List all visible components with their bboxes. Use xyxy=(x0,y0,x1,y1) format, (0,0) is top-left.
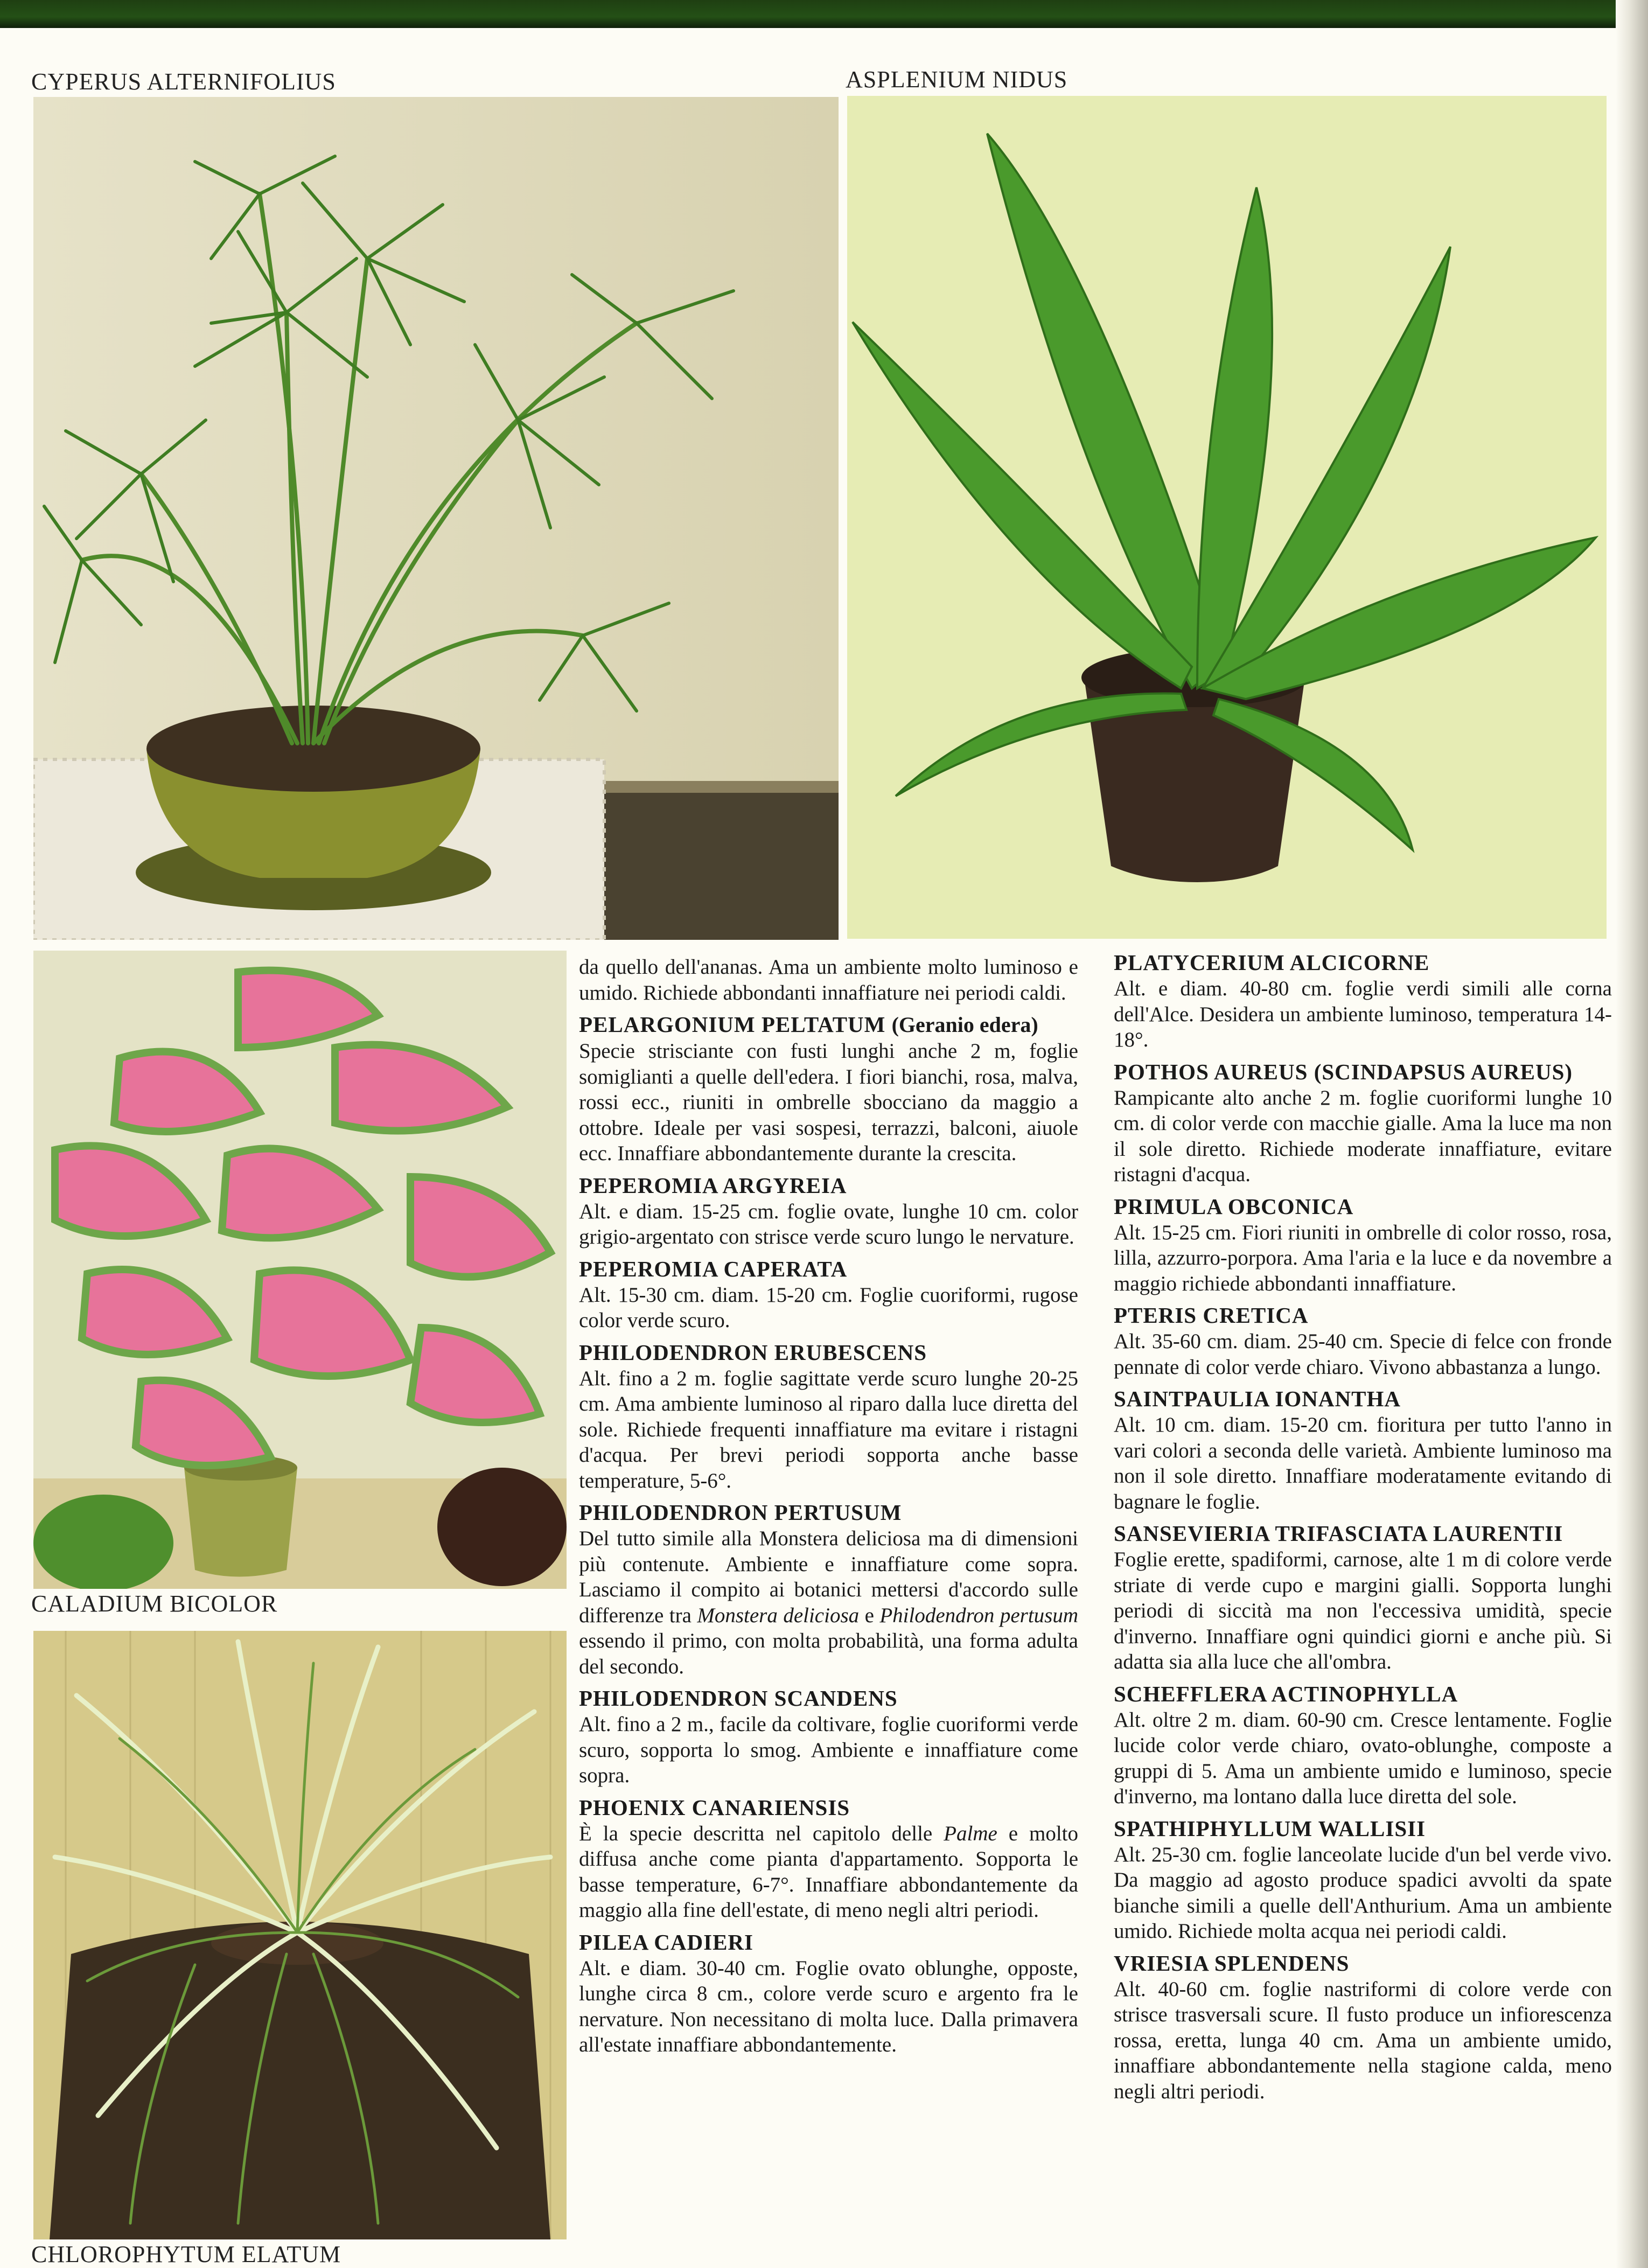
entry-title: PELARGONIUM PELTATUM (Geranio edera) xyxy=(579,1012,1038,1037)
photo-caladium-bicolor xyxy=(33,951,567,1589)
entry-text: Alt. 15-25 cm. Fiori riuniti in ombrelle di color rosso, rosa, lilla, azzurro-porpora. Ama l'aria e la luce e da novembre a maggio richiede abbondanti innaffiature. xyxy=(1114,1220,1612,1295)
photo-asplenium-nidus xyxy=(847,96,1607,939)
chlorophytum-illustration xyxy=(33,1631,567,2239)
entry-title: SPATHIPHYLLUM WALLISII xyxy=(1114,1816,1426,1841)
caption-asplenium: ASPLENIUM NIDUS xyxy=(846,66,1068,93)
caladium-illustration xyxy=(33,951,567,1589)
entry-text: Foglie erette, spadiformi, carnose, alte 1 m di colore verde striate di verde cupo e margini gialli. Sopporta lunghi periodi di siccità ma non l'eccessiva umidità, specie d'inverno. Innaffiare ogni quindici giorni e anche più. Si adatta sia alla luce che all'ombra. xyxy=(1114,1548,1612,1673)
entry-title: PHILODENDRON SCANDENS xyxy=(579,1686,898,1711)
entry-text: Alt. e diam. 30-40 cm. Foglie ovato oblunghe, opposte, lunghe circa 8 cm., colore verde scuro e argento fra le nervature. Non necessitano di molta luce. Dalla primavera all'estate innaffiare abbondantemente. xyxy=(579,1956,1078,2056)
entry-text: Rampicante alto anche 2 m. foglie cuoriformi lunghe 10 cm. di color verde con macchie gialle. Ama la luce ma non il sole diretto. Richiede moderate innaffiature, evitare ristagni d'acqua. xyxy=(1114,1086,1612,1186)
photo-chlorophytum-elatum xyxy=(33,1631,567,2239)
entry-text: Alt. fino a 2 m., facile da coltivare, foglie cuoriformi verde scuro, sopporta lo smog. Ambiente e innaffiature come sopra. xyxy=(579,1713,1078,1787)
entry-title: PHILODENDRON PERTUSUM xyxy=(579,1500,902,1525)
text-column-1 xyxy=(579,954,1078,2063)
entry-text: Alt. fino a 2 m. foglie sagittate verde scuro lunghe 20-25 cm. Ama ambiente luminoso al riparo dalla luce diretta del sole. Richiede frequenti innaffiature ma evitare i ristagni d'acqua. Per brevi periodi sopporta anche basse temperature, 5-6°. xyxy=(579,1366,1078,1492)
entry-title: PHILODENDRON ERUBESCENS xyxy=(579,1339,927,1365)
entry-text: Alt. e diam. 15-25 cm. foglie ovate, lunghe 10 cm. color grigio-argentato con strisce verde scuro lungo le nervature. xyxy=(579,1199,1078,1248)
entry-text: Alt. 25-30 cm. foglie lanceolate lucide d'un bel verde vivo. Da maggio ad agosto produce spadici avvolti da spate bianche simili a quelle dell'Anthurium. Ama un ambiente umido. Richiede molta acqua nei periodi caldi. xyxy=(1114,1843,1612,1943)
entry-text: Alt. 40-60 cm. foglie nastriformi di colore verde con strisce trasversali scure. Il fusto produce un infiorescenza rossa, eretta, lunga 40 cm. Ama un ambiente umido, innaffiare abbondantemente nella stagione calda, meno negli altri periodi. xyxy=(1114,1977,1612,2103)
entry-text: Alt. e diam. 40-80 cm. foglie verdi simili alle corna dell'Alce. Desidera un ambiente luminoso, temperatura 14-18°. xyxy=(1114,977,1612,1051)
entry-text: Alt. 15-30 cm. diam. 15-20 cm. Foglie cuoriformi, rugose color verde scuro. xyxy=(579,1283,1078,1332)
top-color-band xyxy=(0,0,1648,28)
entry-title: PLATYCERIUM ALCICORNE xyxy=(1114,950,1430,975)
cyperus-illustration xyxy=(33,97,839,940)
entry-title: PRIMULA OBCONICA xyxy=(1114,1194,1354,1219)
asplenium-illustration xyxy=(847,96,1607,939)
entry-title: SAINTPAULIA IONANTHA xyxy=(1114,1386,1401,1411)
page-spine-shadow xyxy=(1616,0,1648,2268)
entry-title: PEPEROMIA ARGYREIA xyxy=(579,1173,847,1198)
photo-cyperus-alternifolius xyxy=(33,97,839,940)
entry-title: VRIESIA SPLENDENS xyxy=(1114,1950,1350,1976)
caption-chlorophytum: CHLOROPHYTUM ELATUM xyxy=(31,2241,341,2267)
entry-title: PILEA CADIERI xyxy=(579,1929,753,1955)
entry-text: Del tutto simile alla Monstera deliciosa ma di dimensioni più contenute. Ambiente e innaffiature come sopra. Lasciamo il compito ai botanici mettersi d'accordo sulle differenze tra Monstera deliciosa e Philodendron pertusum essendo il primo, con molta probabilità, una forma adulta del secondo. xyxy=(579,1527,1078,1678)
entry-title: POTHOS AUREUS (SCINDAPSUS AUREUS) xyxy=(1114,1059,1573,1084)
entry-text: Specie strisciante con fusti lunghi anche 2 m, foglie somiglianti a quelle dell'edera. I fiori bianchi, rosa, malva, rossi ecc., riuniti in ombrelle sbocciano da maggio a ottobre. Ideale per vasi sospesi, terrazzi, balconi, aiuole ecc. Innaffiare abbondantemente durante la crescita. xyxy=(579,1039,1078,1165)
text-column-2 xyxy=(1114,949,1612,2110)
entry-title: PEPEROMIA CAPERATA xyxy=(579,1256,848,1281)
entry-text: Alt. 10 cm. diam. 15-20 cm. fioritura per tutto l'anno in vari colori a seconda delle varietà. Ambiente luminoso ma non il sole diretto. Innaffiare moderatamente evitando di bagnare le foglie. xyxy=(1114,1413,1612,1513)
entry-text: Alt. oltre 2 m. diam. 60-90 cm. Cresce lentamente. Foglie lucide color verde chiaro, ovato-oblunghe, composte a gruppi di 5. Ama un ambiente umido e luminoso, specie d'inverno, ma lontano dalla luce diretta del sole. xyxy=(1114,1708,1612,1808)
caption-caladium: CALADIUM BICOLOR xyxy=(31,1590,278,1617)
entry-text: È la specie descritta nel capitolo delle Palme e molto diffusa anche come pianta d'appartamento. Sopporta le basse temperature, 6-7°. Innaffiare abbondantemente da maggio alla fine dell'estate, di meno negli altri periodi. xyxy=(579,1822,1078,1922)
entry-title: PHOENIX CANARIENSIS xyxy=(579,1795,850,1820)
entry-title: SANSEVIERIA TRIFASCIATA LAURENTII xyxy=(1114,1521,1563,1546)
intro-text: da quello dell'ananas. Ama un ambiente molto luminoso e umido. Richiede abbondanti innaffiature nei periodi caldi. xyxy=(579,955,1078,1004)
entry-title: PTERIS CRETICA xyxy=(1114,1303,1309,1328)
entry-text: Alt. 35-60 cm. diam. 25-40 cm. Specie di felce con fronde pennate di color verde chiaro. Vivono abbastanza a lungo. xyxy=(1114,1330,1612,1379)
caption-cyperus: CYPERUS ALTERNIFOLIUS xyxy=(31,68,336,95)
entry-title: SCHEFFLERA ACTINOPHYLLA xyxy=(1114,1681,1458,1706)
